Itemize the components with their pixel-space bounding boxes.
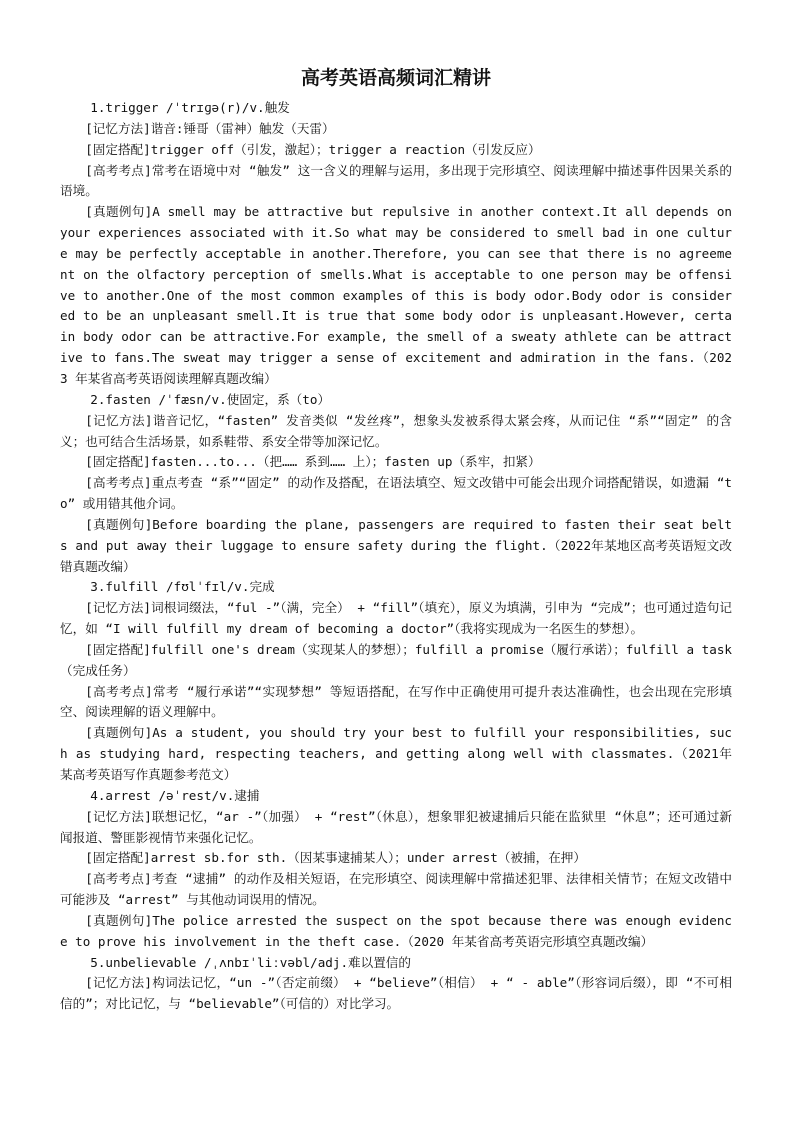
memory-method-paragraph: [记忆方法]谐音:锤哥（雷神）触发（天雷）: [85, 120, 335, 136]
collocation-paragraph: [固定搭配]arrest sb.for sth.（因某事逮捕某人）；under arrest（被捕，在押）: [85, 850, 586, 866]
document-title: 高考英语高频词汇精讲: [300, 67, 491, 89]
exam-example-paragraph: [真题例句]The police arrested the suspect on the spot because there was enough evidence to prove his involvement in the theft case.（2020 年某省高考英语完形填空真题改编）: [60, 912, 732, 949]
entry-heading-fulfill: 3.fulfill /fʊlˈfɪl/v.完成: [90, 579, 275, 595]
document-body: [60, 98, 732, 1015]
entry-heading-fasten: 2.fasten /ˈfæsn/v.使固定，系（to）: [90, 391, 331, 407]
memory-method-paragraph: [记忆方法]谐音记忆，“fasten” 发音类似 “发丝疼”，想象头发被系得太紧会疼，从而记住 “系”“固定” 的含义；也可结合生活场景，如系鞋带、系安全带等加深记忆。: [60, 412, 732, 449]
entry-heading-trigger: 1.trigger /ˈtrɪɡə(r)/v.触发: [90, 100, 290, 115]
exam-point-paragraph: [高考考点]考查 “逮捕” 的动作及相关短语，在完形填空、阅读理解中常描述犯罪、法律相关情节；在短文改错中可能涉及 “arrest” 与其他动词误用的情况。: [60, 871, 732, 908]
collocation-paragraph: [固定搭配]fasten...to...（把…… 系到…… 上）；fasten up（系牢，扣紧）: [85, 454, 541, 470]
memory-method-paragraph: [记忆方法]词根词缀法，“ful -”（满，完全） + “fill”（填充），原义为填满，引申为 “完成”；也可通过造句记忆，如 “I will fulfill my dream of becoming a doctor”（我将实现成为一名医生的梦想）。: [60, 600, 732, 637]
exam-point-paragraph: [高考考点]常考在语境中对 “触发” 这一含义的理解与运用，多出现于完形填空、阅读理解中描述事件因果关系的语境。: [60, 162, 732, 199]
document-page: [60, 66, 732, 1015]
entry-heading-unbelievable: 5.unbelievable /ˌʌnbɪˈliːvəbl/adj.难以置信的: [90, 954, 411, 970]
collocation-paragraph: [固定搭配]trigger off（引发，激起）；trigger a reaction（引发反应）: [85, 141, 541, 157]
exam-example-paragraph: [真题例句]As a student, you should try your best to fulfill your responsibilities, such as studying hard, respecting teachers, and getting along well with classmates.（2021年某高考英语写作真题参考范文）: [60, 725, 732, 782]
memory-method-paragraph: [记忆方法]构词法记忆，“un -”（否定前缀） + “believe”（相信） + “ - able”（形容词后缀），即 “不可相信的”；对比记忆，与 “believable”（可信的）对比学习。: [60, 975, 732, 1012]
collocation-paragraph: [固定搭配]fulfill one's dream（实现某人的梦想）；fulfill a promise（履行承诺）；fulfill a task（完成任务）: [60, 641, 732, 678]
memory-method-paragraph: [记忆方法]联想记忆，“ar -”（加强） + “rest”（休息），想象罪犯被逮捕后只能在监狱里 “休息”；还可通过新闻报道、警匪影视情节来强化记忆。: [60, 808, 732, 845]
exam-example-paragraph: [真题例句]Before boarding the plane, passengers are required to fasten their seat belts and put away their luggage to ensure safety during the flight.（2022年某地区高考英语短文改错真题改编）: [60, 516, 732, 574]
exam-point-paragraph: [高考考点]重点考查 “系”“固定” 的动作及搭配，在语法填空、短文改错中可能会出现介词搭配错误，如遗漏 “to” 或用错其他介词。: [60, 475, 732, 512]
entry-heading-arrest: 4.arrest /əˈrest/v.逮捕: [90, 787, 260, 803]
exam-point-paragraph: [高考考点]常考 “履行承诺”“实现梦想” 等短语搭配，在写作中正确使用可提升表达准确性，也会出现在完形填空、阅读理解的语义理解中。: [60, 683, 732, 720]
exam-example-paragraph: [真题例句]A smell may be attractive but repulsive in another context.It all depends on your experiences associated with it.So what may be considered to smell bad in one culture may be perfectly acceptable in another.Therefore, you can see that there is no agreement on the olfactory perception of smells.What is acceptable to one person may be offensive to another.One of the most common examples of this is body odor.Body odor is considered to be an unpleasant smell.It is true that some body odor is unpleasant.However, certain body odor can be attractive.For example, the smell of a sweaty athlete can be attractive to fans.The sweat may trigger a sense of excitement and admiration in the fans.（2023 年某省高考英语阅读理解真题改编）: [60, 204, 732, 386]
